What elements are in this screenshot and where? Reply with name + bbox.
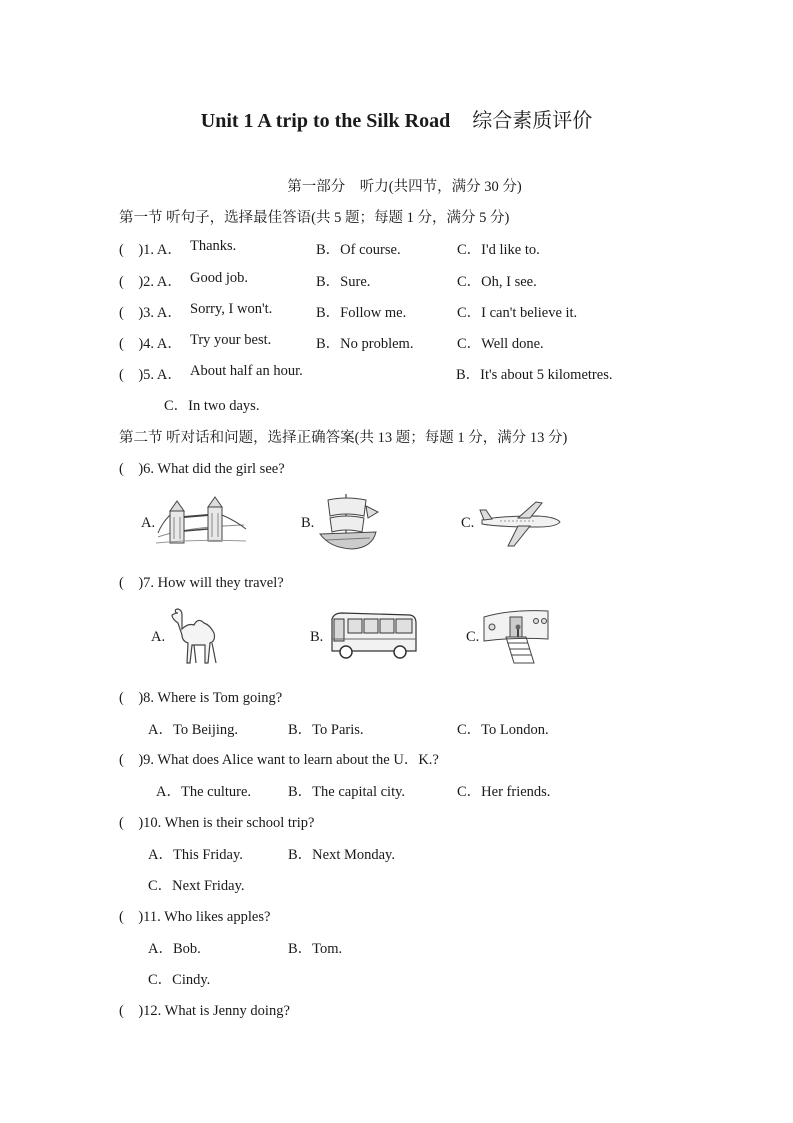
question-8-option-c: C．To London. xyxy=(457,722,549,738)
question-2-number: ( )2. A． xyxy=(119,274,182,290)
title-chinese: 综合素质评价 xyxy=(472,110,593,132)
question-8-stem: ( )8. Where is Tom going? xyxy=(119,690,283,706)
question-1-number: ( )1. A． xyxy=(119,242,182,258)
question-6-label-c: C. xyxy=(461,515,475,531)
question-10-option-c: C．Next Friday. xyxy=(148,878,245,894)
question-7-label-b: B. xyxy=(310,629,324,645)
page-title xyxy=(0,104,793,133)
question-12-stem: ( )12. What is Jenny doing? xyxy=(119,1003,290,1019)
question-1-option-a: Thanks. xyxy=(190,238,237,254)
plane-boarding-stairs-icon xyxy=(482,607,550,665)
question-11-option-c: C．Cindy. xyxy=(148,972,211,988)
question-10-option-a: A．This Friday. xyxy=(148,847,243,863)
question-6-label-b: B. xyxy=(301,515,315,531)
question-1-option-b: B．Of course. xyxy=(316,242,401,258)
part-heading: 第一部分 听力(共四节，满分 30 分) xyxy=(287,179,522,195)
section1-heading: 第一节 听句子，选择最佳答语(共 5 题；每题 1 分，满分 5 分) xyxy=(119,210,510,226)
question-4-option-c: C．Well done. xyxy=(457,336,544,352)
question-9-option-b: B．The capital city. xyxy=(288,784,406,800)
question-5-option-b: B．It's about 5 kilometres. xyxy=(456,367,613,383)
question-5-number: ( )5. A． xyxy=(119,367,182,383)
question-4-option-b: B．No problem. xyxy=(316,336,414,352)
question-1-option-c: C．I'd like to. xyxy=(457,242,540,258)
question-8-option-a: A．To Beijing. xyxy=(148,722,239,738)
question-2-option-b: B．Sure. xyxy=(316,274,371,290)
question-3-number: ( )3. A． xyxy=(119,305,182,321)
tower-bridge-icon xyxy=(156,497,246,549)
question-6-stem: ( )6. What did the girl see? xyxy=(119,461,285,477)
sailing-ship-icon xyxy=(316,492,386,552)
question-5-option-c: C．In two days. xyxy=(164,398,260,414)
question-2-option-a: Good job. xyxy=(190,270,248,286)
question-3-option-a: Sorry, I won't. xyxy=(190,301,273,317)
camel-icon xyxy=(168,607,224,667)
question-2-option-c: C．Oh, I see. xyxy=(457,274,537,290)
question-11-option-a: A．Bob. xyxy=(148,941,201,957)
question-10-stem: ( )10. When is their school trip? xyxy=(119,815,315,831)
question-9-option-c: C．Her friends. xyxy=(457,784,551,800)
question-7-label-c: C. xyxy=(466,629,480,645)
question-11-option-b: B．Tom. xyxy=(288,941,343,957)
question-3-option-c: C．I can't believe it. xyxy=(457,305,578,321)
question-3-option-b: B．Follow me. xyxy=(316,305,407,321)
question-4-number: ( )4. A． xyxy=(119,336,182,352)
question-9-stem: ( )9. What does Alice want to learn about the U．K.? xyxy=(119,752,439,768)
question-7-stem: ( )7. How will they travel? xyxy=(119,575,284,591)
question-10-option-b: B．Next Monday. xyxy=(288,847,395,863)
question-5-option-a: About half an hour. xyxy=(190,363,303,379)
question-4-option-a: Try your best. xyxy=(190,332,272,348)
question-7-label-a: A. xyxy=(151,629,166,645)
airplane-icon xyxy=(478,500,562,548)
section2-heading: 第二节 听对话和问题，选择正确答案(共 13 题；每题 1 分，满分 13 分) xyxy=(119,430,568,446)
question-8-option-b: B．To Paris. xyxy=(288,722,364,738)
question-6-label-a: A. xyxy=(141,515,156,531)
title-english: Unit 1 A trip to the Silk Road xyxy=(200,110,451,132)
question-11-stem: ( )11. Who likes apples? xyxy=(119,909,271,925)
question-9-option-a: A．The culture. xyxy=(156,784,252,800)
bus-icon xyxy=(328,611,420,661)
